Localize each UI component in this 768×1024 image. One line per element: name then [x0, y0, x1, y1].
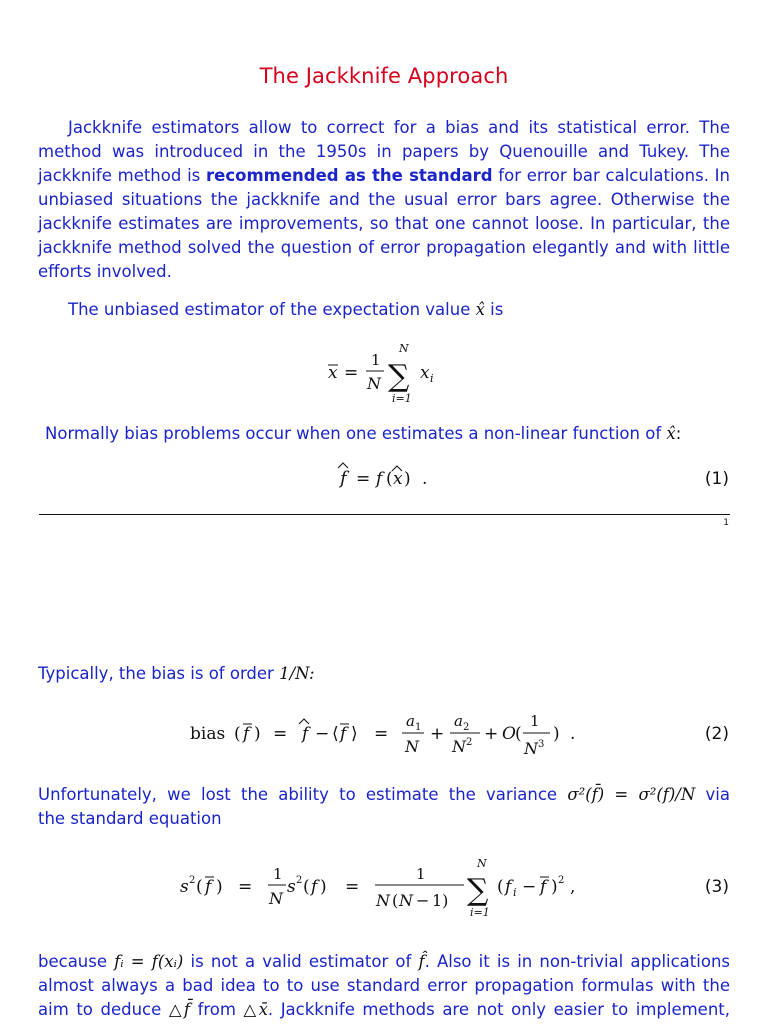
svg-text:−: − [315, 724, 330, 744]
equation-number-1: (1) [704, 469, 729, 489]
order-expression: 1/N: [279, 664, 315, 683]
svg-text:a: a [406, 712, 415, 730]
svg-text:N: N [405, 737, 419, 756]
svg-text:N: N [477, 857, 487, 870]
svg-text:1: 1 [371, 351, 381, 369]
svg-text:f: f [205, 877, 212, 897]
equation-1 [330, 458, 450, 494]
mean-equation [320, 338, 450, 410]
svg-text:3: 3 [538, 739, 545, 750]
svg-text:2: 2 [296, 875, 303, 886]
estimator-sentence [38, 298, 730, 322]
svg-text:f: f [311, 877, 318, 897]
svg-text:(: ( [497, 877, 504, 897]
svg-text:(: ( [234, 724, 241, 744]
svg-text:1: 1 [273, 865, 283, 883]
intro-paragraph [38, 116, 730, 284]
svg-text:f: f [540, 877, 547, 897]
svg-text:N: N [399, 891, 413, 910]
svg-text:f: f [376, 469, 383, 489]
intro-line-4: unbiased situations the jackknife and the usual error bars agree. Otherwise the [38, 190, 730, 209]
intro-line-3 [38, 164, 730, 188]
svg-text:): ) [404, 469, 411, 489]
bias-problem-sentence: Normally bias problems occur when one estimates a non-linear function of x̂: [45, 424, 682, 443]
svg-text:−: − [416, 891, 430, 910]
svg-text:N: N [524, 739, 538, 758]
validity-line-2: almost always a bad idea to to use standard error propagation formulas with the [38, 976, 730, 995]
page-title: The Jackknife Approach [259, 64, 509, 88]
svg-text:N: N [376, 891, 390, 910]
bias-order-text: Typically, the bias is of order [38, 664, 274, 683]
svg-text:f: f [302, 724, 309, 744]
validity-mid: is not a valid estimator of [190, 952, 412, 971]
svg-text:): ) [551, 877, 558, 897]
svg-text:∑: ∑ [467, 873, 489, 908]
svg-text:i=1: i=1 [470, 906, 490, 919]
validity-end: . Jackknife methods are not only easier to implement, [267, 1000, 731, 1019]
x-hat-symbol-2: x̂ [666, 424, 676, 443]
svg-text:s: s [180, 877, 189, 897]
variance-line-2: the standard equation [38, 809, 222, 828]
svg-text:): ) [553, 724, 560, 744]
svg-text:): ) [216, 877, 223, 897]
svg-text:=: = [344, 363, 359, 383]
svg-text:2: 2 [466, 737, 473, 748]
intro-line-6: jackknife method solved the question of error propagation elegantly and with little [38, 238, 730, 257]
delta-xbar-symbol: △x̄ [243, 1000, 268, 1019]
svg-text:⟩: ⟩ [351, 724, 358, 744]
svg-text:,: , [570, 877, 576, 897]
validity-line-3 [38, 998, 730, 1022]
svg-text:N: N [452, 737, 466, 756]
svg-text:x: x [393, 469, 403, 489]
svg-text:N: N [399, 342, 409, 355]
svg-text:i: i [513, 886, 517, 899]
svg-text:(: ( [196, 877, 203, 897]
equation-number-3: (3) [704, 877, 729, 897]
variance-paragraph [38, 783, 730, 831]
svg-text:N: N [367, 374, 381, 393]
svg-text:x: x [420, 363, 430, 383]
variance-text: Unfortunately, we lost the ability to estimate the variance [38, 785, 558, 804]
svg-text:2: 2 [189, 875, 196, 886]
variance-via: via [705, 785, 731, 804]
svg-text:(: ( [386, 469, 393, 489]
equation-3 [178, 852, 588, 924]
estimator-validity-paragraph [38, 950, 730, 1022]
estimator-text: The unbiased estimator of the expectation value [68, 300, 471, 319]
svg-text:s: s [287, 877, 296, 897]
svg-text:=: = [356, 469, 371, 489]
validity-because: because [38, 952, 108, 971]
svg-text:2: 2 [558, 875, 565, 886]
svg-text:1: 1 [530, 712, 540, 730]
recommendation-emphasis: recommended as the standard [206, 166, 493, 185]
svg-text:+: + [484, 724, 499, 744]
variance-expression: σ²(f̄) = σ²(f)/N [567, 785, 696, 804]
svg-text:f: f [505, 877, 512, 897]
svg-text:2: 2 [463, 722, 470, 733]
svg-text:1: 1 [416, 865, 426, 883]
intro-line-3-pre: jackknife method is [38, 166, 206, 185]
svg-text:i: i [430, 372, 434, 385]
fi-expression: fᵢ = f(xᵢ) [114, 952, 184, 971]
svg-text:∑: ∑ [388, 359, 410, 394]
svg-text:+: + [430, 724, 445, 744]
validity-from: from [197, 1000, 236, 1019]
variance-line-1 [38, 783, 730, 807]
validity-line-1 [38, 950, 730, 974]
svg-text:(: ( [392, 891, 399, 910]
estimator-is: is [490, 300, 504, 319]
svg-text:x: x [328, 363, 338, 383]
intro-line-5: jackknife estimates are improvements, so that one cannot loose. In particular, the [38, 214, 730, 233]
x-hat-symbol: x̂ [475, 300, 485, 319]
intro-line-3-post: for error bar calculations. In [492, 166, 731, 185]
svg-text:.: . [422, 469, 428, 489]
svg-text:f: f [340, 724, 347, 744]
intro-line-2: method was introduced in the 1950s in papers by Quenouille and Tukey. The [38, 142, 730, 161]
svg-text:f: f [340, 468, 347, 489]
svg-text:⟨: ⟨ [332, 724, 339, 744]
svg-text:1: 1 [415, 722, 422, 733]
svg-text:=: = [345, 877, 360, 897]
svg-text:1): 1) [432, 891, 449, 910]
svg-text:): ) [254, 724, 261, 744]
page-divider [39, 514, 730, 515]
svg-text:.: . [570, 724, 576, 744]
svg-text:N: N [269, 889, 283, 908]
svg-text:i=1: i=1 [392, 392, 412, 405]
svg-text:): ) [320, 877, 327, 897]
svg-text:−: − [522, 877, 537, 897]
page-number: 1 [723, 518, 729, 528]
svg-text:=: = [238, 877, 253, 897]
svg-text:f: f [243, 724, 250, 744]
svg-text:O: O [502, 724, 516, 744]
intro-line-1: Jackknife estimators allow to correct for a bias and its statistical error. The [68, 118, 730, 137]
svg-text:=: = [374, 724, 389, 744]
svg-text:(: ( [303, 877, 310, 897]
svg-text:(: ( [515, 724, 522, 744]
equation-2 [188, 705, 588, 763]
intro-line-7: efforts involved. [38, 262, 172, 281]
svg-text:bias: bias [190, 724, 226, 744]
f-hat-symbol: f̂ [418, 952, 425, 971]
bias-order-sentence [38, 662, 730, 686]
delta-fbar-symbol: △f̄ [168, 1000, 190, 1019]
bias-problem-text: Normally bias problems occur when one estimates a non-linear function of [45, 424, 662, 443]
validity-deduce: aim to deduce [38, 1000, 162, 1019]
validity-post: . Also it is in non-trivial applications [424, 952, 730, 971]
equation-number-2: (2) [704, 724, 729, 744]
svg-text:a: a [454, 712, 463, 730]
svg-text:=: = [273, 724, 288, 744]
